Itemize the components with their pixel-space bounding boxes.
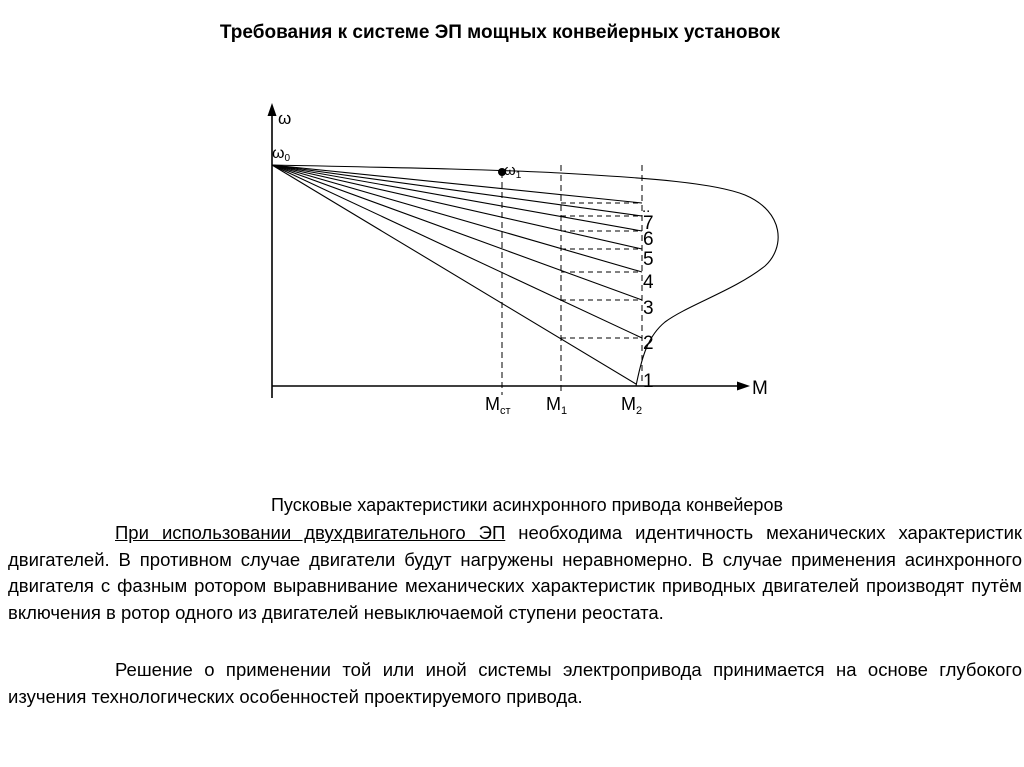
omega1-label: $\omega_1$ bbox=[504, 162, 522, 181]
natural-characteristic bbox=[272, 165, 778, 386]
stage-dots: .. bbox=[642, 199, 651, 216]
x-axis-label: M bbox=[752, 378, 768, 399]
paragraph-underlined-phrase: При использовании двухдвигательного ЭП bbox=[115, 522, 506, 543]
stage-label-7: 7 bbox=[643, 213, 654, 234]
stage-label-1: 1 bbox=[643, 371, 654, 392]
stage-label-5: 5 bbox=[643, 249, 654, 270]
rheostat-characteristics bbox=[272, 165, 642, 384]
paragraph-text: необходима идентичность механических характеристик двигателей. В противном случае двигатели будут нагружены неравномерно. В случае применения асинхронного двигателя с фазным ротором выравнивание механических характеристик приводных двигателей производят путём включения в ротор одного из двигателей невыключаемой ступени реостата. bbox=[8, 522, 1023, 624]
rheostat-line-3 bbox=[272, 165, 642, 300]
m2-label: $M_2$ bbox=[621, 394, 643, 417]
rheostat-line-4 bbox=[272, 165, 642, 272]
stage-label-2: 2 bbox=[643, 333, 654, 354]
rheostat-line-8 bbox=[272, 165, 642, 203]
y-axis-label: ω bbox=[278, 109, 292, 128]
figure-caption: Пусковые характеристики асинхронного привода конвейеров bbox=[270, 495, 784, 515]
paragraph-decision: Решение о применении той или иной системы электропривода принимается на основе глубокого изучения технологических особенностей проектируемого привода. bbox=[8, 659, 1022, 707]
stage-label-6: 6 bbox=[643, 229, 654, 250]
slide-title: Требования к системе ЭП мощных конвейерных установок bbox=[219, 22, 781, 43]
stage-label-4: 4 bbox=[643, 272, 654, 293]
omega0-label: ω0 bbox=[272, 145, 291, 164]
m-st-label: $M_{ст}$ bbox=[485, 394, 511, 417]
y-axis-arrow bbox=[268, 103, 277, 116]
stage-label-3: 3 bbox=[643, 298, 654, 319]
paragraph-two-motor-drive bbox=[8, 520, 1022, 627]
x-axis-arrow bbox=[737, 382, 750, 391]
rheostat-line-5 bbox=[272, 165, 642, 249]
m1-label: $M_1$ bbox=[546, 394, 568, 417]
